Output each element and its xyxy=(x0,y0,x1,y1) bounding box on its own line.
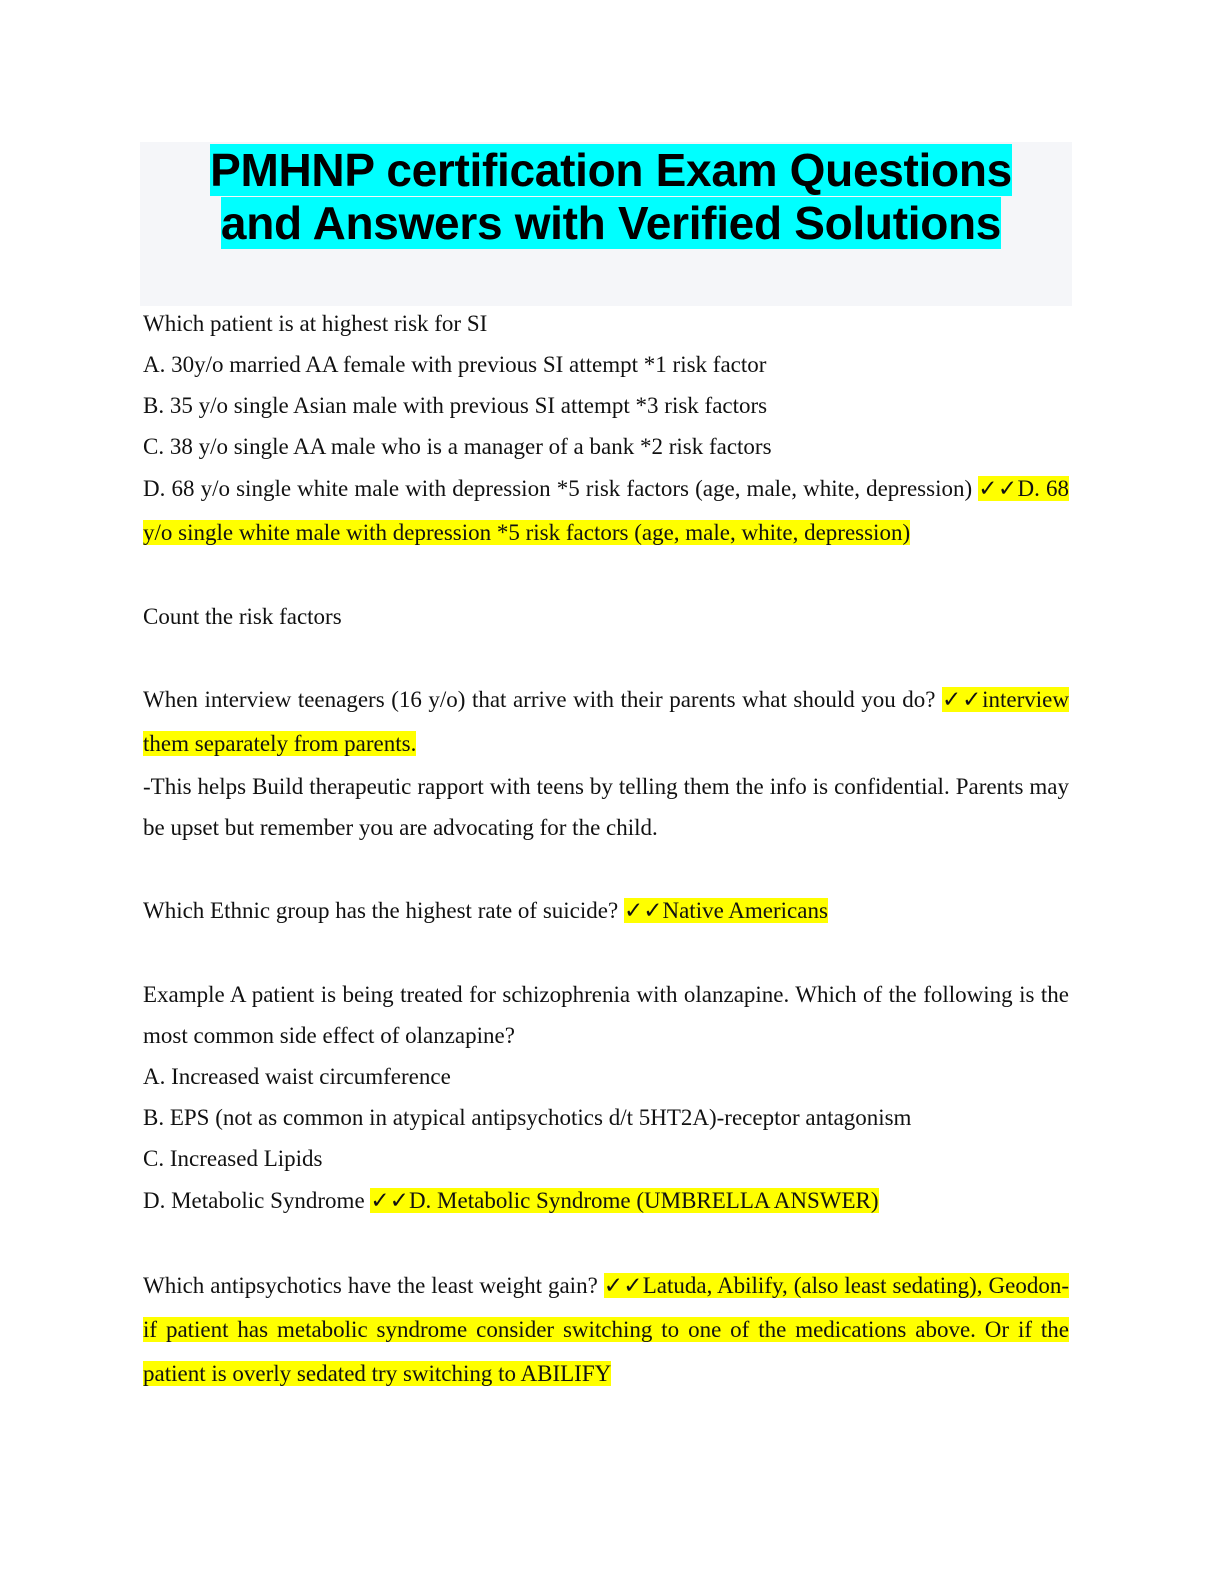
q3-question-with-answer xyxy=(143,889,1069,933)
q2-question-with-answer xyxy=(143,678,1069,766)
q4-option-b: B. EPS (not as common in atypical antipsychotics d/t 5HT2A)-receptor antagonism xyxy=(143,1105,912,1130)
q4-option-a: A. Increased waist circumference xyxy=(143,1064,451,1089)
q5-question: Which antipsychotics have the least weight gain? xyxy=(143,1273,598,1298)
q2-note: -This helps Build therapeutic rapport with teens by telling them the info is confidential. Parents may be upset but remember you are advocating for the child. xyxy=(143,774,1069,840)
q1-answer: ✓✓D. 68 y/o single white male with depression *5 risk factors (age, male, white, depression) xyxy=(143,476,1070,545)
q1-note: Count the risk factors xyxy=(143,604,342,629)
q5-answer: ✓✓Latuda, Abilify, (also least sedating), Geodon-if patient has metabolic syndrome consider switching to one of the medications above. Or if the patient is overly sedated try switching to ABILIFY xyxy=(143,1273,1069,1386)
q2-question: When interview teenagers (16 y/o) that arrive with their parents what should you do? xyxy=(143,687,936,712)
document-title xyxy=(140,144,1082,250)
q4-option-d: D. Metabolic Syndrome xyxy=(143,1188,365,1213)
q5-question-with-answer xyxy=(143,1264,1069,1396)
title-line-2: and Answers with Verified Solutions xyxy=(220,197,1002,249)
q2-answer: ✓✓interview them separately from parents. xyxy=(143,687,1069,756)
q3-answer: ✓✓Native Americans xyxy=(623,898,828,923)
q4-option-c: C. Increased Lipids xyxy=(143,1146,323,1171)
q4-question: Example A patient is being treated for schizophrenia with olanzapine. Which of the following is the most common side effect of olanzapine? xyxy=(143,982,1069,1048)
title-line-1: PMHNP certification Exam Questions xyxy=(210,144,1012,196)
q4-option-d-with-answer xyxy=(143,1179,1069,1223)
document-body xyxy=(143,303,1069,1396)
q1-option-d: D. 68 y/o single white male with depression *5 risk factors (age, male, white, depression) xyxy=(143,476,973,501)
q1-option-c: C. 38 y/o single AA male who is a manager of a bank *2 risk factors xyxy=(143,434,772,459)
q1-option-a: A. 30y/o married AA female with previous SI attempt *1 risk factor xyxy=(143,352,767,377)
q3-question: Which Ethnic group has the highest rate of suicide? xyxy=(143,898,619,923)
q4-answer: ✓✓D. Metabolic Syndrome (UMBRELLA ANSWER) xyxy=(370,1188,879,1213)
q1-option-d-with-answer xyxy=(143,467,1069,555)
q1-option-b: B. 35 y/o single Asian male with previous SI attempt *3 risk factors xyxy=(143,393,768,418)
q1-question: Which patient is at highest risk for SI xyxy=(143,311,488,336)
